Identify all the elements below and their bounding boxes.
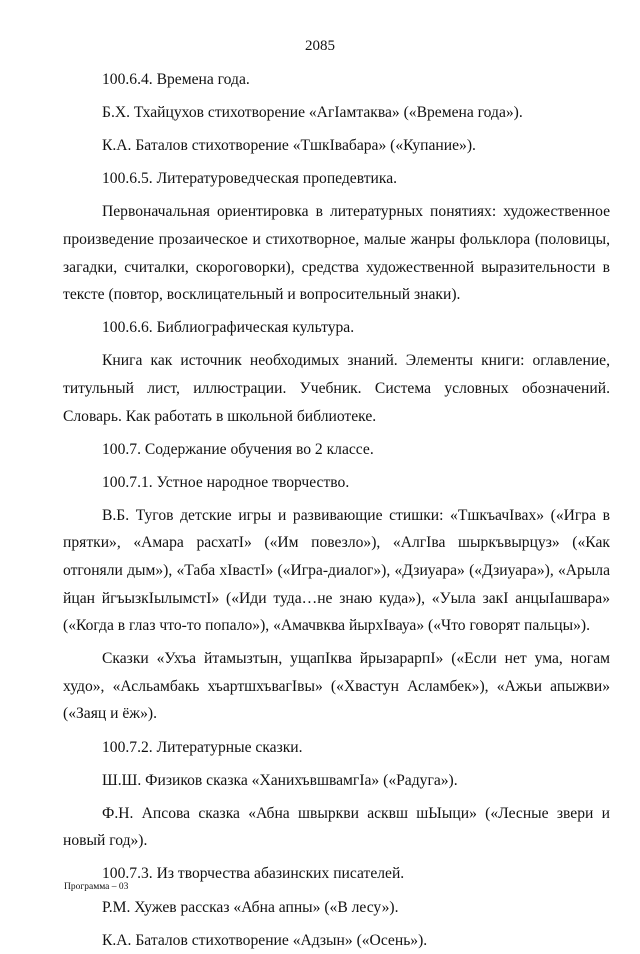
section-heading-100-7-1: 100.7.1. Устное народное творчество. xyxy=(102,473,350,491)
paragraph: К.А. Баталов стихотворение «Адзын» («Осень»). xyxy=(102,931,428,949)
page-number: 2085 xyxy=(305,38,335,54)
paragraph: К.А. Баталов стихотворение «ТшкӀвабара» («Купание»). xyxy=(102,137,476,155)
section-heading-100-6-5: 100.6.5. Литературоведческая пропедевтика. xyxy=(102,170,398,188)
section-heading-100-6-4: 100.6.4. Времена года. xyxy=(102,71,250,88)
section-heading-100-7: 100.7. Содержание обучения во 2 классе. xyxy=(102,440,374,458)
paragraph: Книга как источник необходимых знаний. Элементы книги: оглавление, титульный лист, иллюстрации. Учебник. Система условных обозначений. Словарь. Как работать в школьной библиотеке. xyxy=(63,352,610,425)
paragraph: Б.Х. Тхайцухов стихотворение «АгӀамтаква» («Времена года»). xyxy=(102,104,523,122)
paragraph: В.Б. Тугов детские игры и развивающие стишки: «ТшкъачӀвах» («Игра в прятки», «Амара расхатӀ» («Им повезло»), «АлгӀва шыркъвырцуз» («Как отгоняли дым»), «Таба хӀвастӀ» («Игра-диалог»), «Дзиуара» («Дзиуара»), «Арыла йцан йгъызкӀылымстӀ» («Иди туда…не знаю куда»), «Уыла закӀ анцыӀашвара» («Когда в глаз что-то попало»), «Амачвква йырхӀвауа» («Что говорят пальцы»). xyxy=(63,506,610,635)
paragraph: Сказки «Ухъа йтамызтын, ущапӀква йрызарарпӀ» («Если нет ума, ногам худо», «Асльамбакь хъартшхъвагӀвы» («Хвастун Асламбек»), «Ажьи апыжви» («Заяц и ёж»). xyxy=(63,650,610,723)
section-heading-100-7-2: 100.7.2. Литературные сказки. xyxy=(102,738,303,756)
paragraph: Ш.Ш. Физиков сказка «ХанихъвшвамгӀа» («Радуга»). xyxy=(102,771,458,789)
paragraph: Первоначальная ориентировка в литературных понятиях: художественное произведение прозаическое и стихотворное, малые жанры фольклора (половицы, загадки, считалки, скороговорки), средства художественной выразительности в тексте (повтор, восклицательный и вопросительный знаки). xyxy=(63,203,610,304)
document-body xyxy=(63,66,610,954)
paragraph: Р.М. Хужев рассказ «Абна апны» («В лесу»). xyxy=(102,898,399,916)
paragraph: Ф.Н. Апсова сказка «Абна швыркви асквш шЫыци» («Лесные звери и новый год»). xyxy=(63,804,610,850)
section-heading-100-7-3: 100.7.3. Из творчества абазинских писателей. xyxy=(102,865,405,883)
section-heading-100-6-6: 100.6.6. Библиографическая культура. xyxy=(102,319,355,337)
page-footer: Программа – 03 xyxy=(64,882,129,892)
